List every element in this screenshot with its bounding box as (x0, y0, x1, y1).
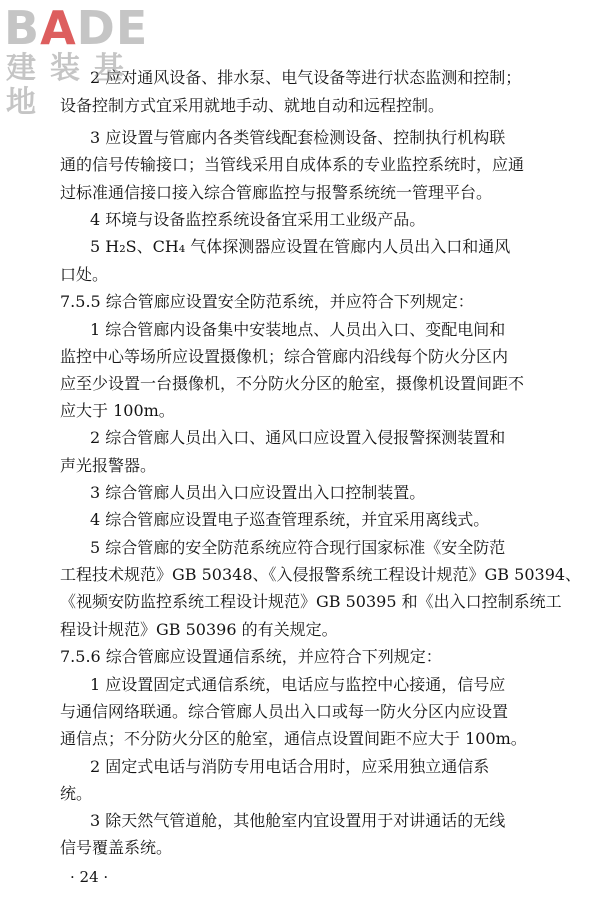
page-number: · 24 · (70, 868, 109, 886)
text-line: 设备控制方式宜采用就地手动、就地自动和远程控制。 (60, 96, 445, 115)
text-line: 程设计规范》GB 50396 的有关规定。 (60, 620, 338, 639)
text-line: 3 综合管廊人员出入口应设置出入口控制装置。 (90, 483, 426, 502)
text-line: 2 综合管廊人员出入口、通风口应设置入侵报警探测装置和 (90, 428, 506, 447)
text-line: 1 应设置固定式通信系统，电话应与监控中心接通，信号应 (90, 675, 506, 694)
text-line: 信号覆盖系统。 (60, 838, 173, 857)
text-line: 1 综合管廊内设备集中安装地点、人员出入口、变配电间和 (90, 320, 506, 339)
text-line: 4 综合管廊应设置电子巡查管理系统，并宜采用离线式。 (90, 510, 490, 529)
text-line: 3 应设置与管廊内各类管线配套检测设备、控制执行机构联 (90, 128, 506, 147)
watermark-subtitle: 建装基地 (6, 51, 138, 120)
text-line: 与通信网络联通。综合管廊人员出入口或每一防火分区内应设置 (60, 702, 509, 721)
text-line: 3 除天然气管道舱，其他舱室内宜设置用于对讲通话的无线 (90, 811, 506, 830)
text-line: 5 综合管廊的安全防范系统应符合现行国家标准《安全防范 (90, 538, 506, 557)
section-heading: 7.5.6 综合管廊应设置通信系统，并应符合下列规定： (60, 647, 442, 666)
text-line: 过标准通信接口接入综合管廊监控与报警系统统一管理平台。 (60, 183, 493, 202)
text-line: 5 H₂S、CH₄ 气体探测器应设置在管廊内人员出入口和通风 (90, 237, 511, 256)
text-line: 工程技术规范》GB 50348、《入侵报警系统工程设计规范》GB 50394、 (60, 565, 582, 584)
text-line: 《视频安防监控系统工程设计规范》GB 50395 和《出入口控制系统工 (60, 592, 562, 611)
text-line: 2 应对通风设备、排水泵、电气设备等进行状态监测和控制； (90, 68, 522, 87)
text-line: 通信点；不分防火分区的舱室，通信点设置间距不应大于 100m。 (60, 729, 527, 748)
text-line: 4 环境与设备监控系统设备宜采用工业级产品。 (90, 210, 426, 229)
text-line: 应大于 100m。 (60, 401, 175, 420)
text-line: 口处。 (60, 265, 109, 284)
text-line: 统。 (60, 784, 93, 803)
text-line: 应至少设置一台摄像机，不分防火分区的舱室，摄像机设置间距不 (60, 374, 525, 393)
text-line: 监控中心等场所应设置摄像机；综合管廊内沿线每个防火分区内 (60, 347, 509, 366)
text-line: 声光报警器。 (60, 456, 157, 475)
section-heading: 7.5.5 综合管廊应设置安全防范系统，并应符合下列规定： (60, 292, 474, 311)
text-line: 2 固定式电话与消防专用电话合用时，应采用独立通信系 (90, 757, 490, 776)
bade-logo: BADE (4, 1, 149, 55)
text-line: 通的信号传输接口；当管线采用自成体系的专业监控系统时，应通 (60, 155, 525, 174)
